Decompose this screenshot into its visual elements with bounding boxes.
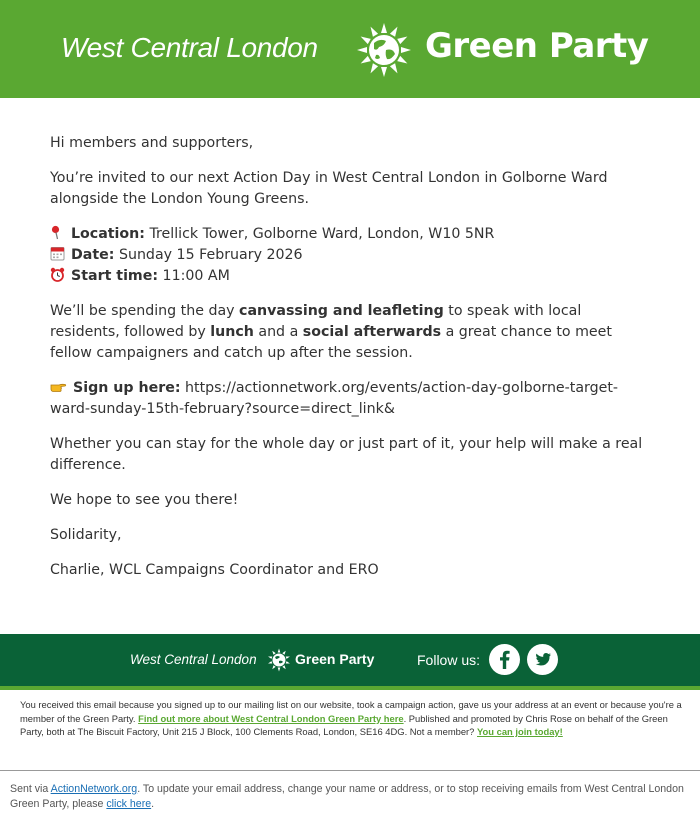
calendar-icon — [50, 246, 65, 261]
join-today-link[interactable]: You can join today! — [477, 726, 563, 737]
signature: Charlie, WCL Campaigns Coordinator and ERO — [50, 562, 379, 578]
alarm-clock-icon — [50, 267, 65, 282]
round-pushpin-icon — [50, 225, 65, 240]
activities-text-3: and a — [253, 324, 303, 340]
facebook-link[interactable] — [489, 644, 520, 675]
sent-via-notice — [10, 782, 690, 811]
footer-divider-line — [0, 686, 700, 690]
date-row — [50, 245, 494, 266]
pointing-hand-icon — [50, 379, 67, 394]
sign-off: Solidarity, — [50, 527, 122, 543]
footer-divider — [0, 770, 700, 771]
date-label: Date: — [71, 247, 115, 263]
event-details — [50, 224, 494, 287]
signup-label: Sign up here: — [73, 380, 181, 396]
activities-bold-2: lunch — [210, 324, 254, 340]
footer-logo-text-right: Green Party — [295, 651, 375, 667]
legal-text-1: You received this email because you signed up to our mailing list on our website, took a campaign action, gave us your address at an event or because you're a member of the Green Party. — [20, 699, 682, 724]
header-banner — [0, 0, 700, 98]
activities-text-1: We’ll be spending the day — [50, 303, 240, 319]
globe-sun-logo-icon — [350, 22, 418, 78]
twitter-icon — [527, 644, 558, 675]
time-value: 11:00 AM — [158, 268, 230, 284]
sent-text-3: . — [151, 797, 155, 810]
location-label: Location: — [71, 226, 145, 242]
find-out-more-link[interactable]: Find out more about West Central London Green Party here — [138, 712, 404, 724]
hope-paragraph: We hope to see you there! — [50, 492, 239, 508]
invite-paragraph: You’re invited to our next Action Day in West Central London in Golborne Ward alongside the London Young Greens. — [50, 170, 608, 207]
activities-paragraph — [50, 301, 655, 364]
activities-text-2: to speak with local residents, followed by — [50, 303, 582, 340]
signup-paragraph — [50, 378, 655, 420]
time-label: Start time: — [71, 268, 159, 284]
time-row — [50, 266, 494, 287]
facebook-icon — [489, 644, 520, 675]
help-paragraph: Whether you can stay for the whole day or just part of it, your help will make a real difference. — [50, 436, 643, 473]
activities-bold-1: canvassing and leafleting — [239, 303, 444, 319]
header-logo-text-left: West Central London — [61, 32, 318, 63]
activities-bold-3: social afterwards — [302, 324, 442, 340]
footer-logo-text-left: West Central London — [130, 652, 257, 667]
sent-text-2: . To update your email address, change your name or address, or to stop receiving emails from West Central London Green Party, please — [10, 783, 684, 810]
legal-text-2: . Published and promoted by Chris Rose on behalf of the Green Party, both at The Biscuit Factory, Unit 215 J Block, 100 Clements Road, London, SE16 4DG. Not a member? — [20, 712, 668, 737]
twitter-link[interactable] — [527, 644, 558, 675]
follow-us-label: Follow us: — [417, 652, 481, 668]
sent-text-1: Sent via — [10, 783, 51, 795]
location-value: Trellick Tower, Golborne Ward, London, W10 5NR — [144, 226, 495, 242]
legal-notice — [20, 698, 685, 739]
signup-link[interactable]: https://actionnetwork.org/events/action-day-golborne-target-ward-sunday-15th-february?source=direct_link& — [50, 380, 619, 417]
header-logo-text-right: Green Party — [425, 26, 649, 66]
actionnetwork-link[interactable]: ActionNetwork.org — [50, 783, 138, 795]
greeting: Hi members and supporters, — [50, 135, 254, 151]
date-value: Sunday 15 February 2026 — [114, 247, 303, 263]
unsubscribe-link[interactable]: click here — [106, 797, 152, 810]
location-row — [50, 224, 494, 245]
footer-globe-logo-icon — [265, 648, 293, 672]
activities-text-4: a great chance to meet fellow campaigners and catch up after the session. — [50, 324, 612, 361]
